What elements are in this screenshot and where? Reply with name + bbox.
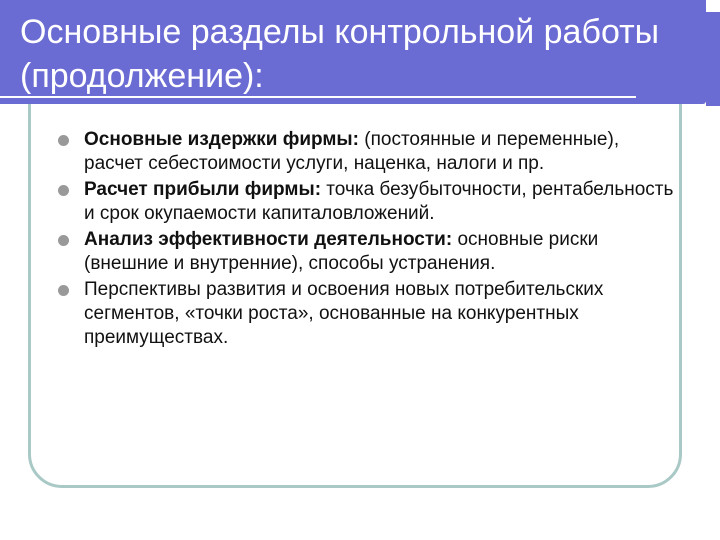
title-underline (0, 96, 636, 98)
bullet-dot-icon (58, 135, 69, 146)
bullet-text: (постоянные и переменные), расчет себестоимости услуги, наценка, налоги и пр. (84, 129, 620, 174)
bullet-item-efficiency (58, 228, 678, 276)
bullet-text: Перспективы развития и освоения новых потребительских сегментов, «точки роста», основанные на конкурентных преимуществах. (84, 279, 604, 348)
bullet-dot-icon (58, 285, 69, 296)
bullet-dot-icon (58, 185, 69, 196)
title-band-edge (706, 12, 720, 106)
bullet-text: основные риски (внешние и внутренние), способы устранения. (84, 229, 599, 274)
bullet-lead: Расчет прибыли фирмы: (84, 179, 322, 200)
bullet-item-profit (58, 178, 678, 226)
slide-title: Основные разделы контрольной работы (продолжение): (20, 13, 660, 95)
title-band (0, 0, 706, 104)
bullet-item-prospects (58, 278, 678, 350)
bullet-dot-icon (58, 235, 69, 246)
bullet-lead: Основные издержки фирмы: (84, 129, 359, 150)
bullet-lead: Анализ эффективности деятельности: (84, 229, 453, 250)
bullet-item-costs (58, 128, 678, 176)
bullet-list (58, 128, 678, 352)
bullet-text: точка безубыточности, рентабельность и срок окупаемости капиталовложений. (84, 179, 674, 224)
